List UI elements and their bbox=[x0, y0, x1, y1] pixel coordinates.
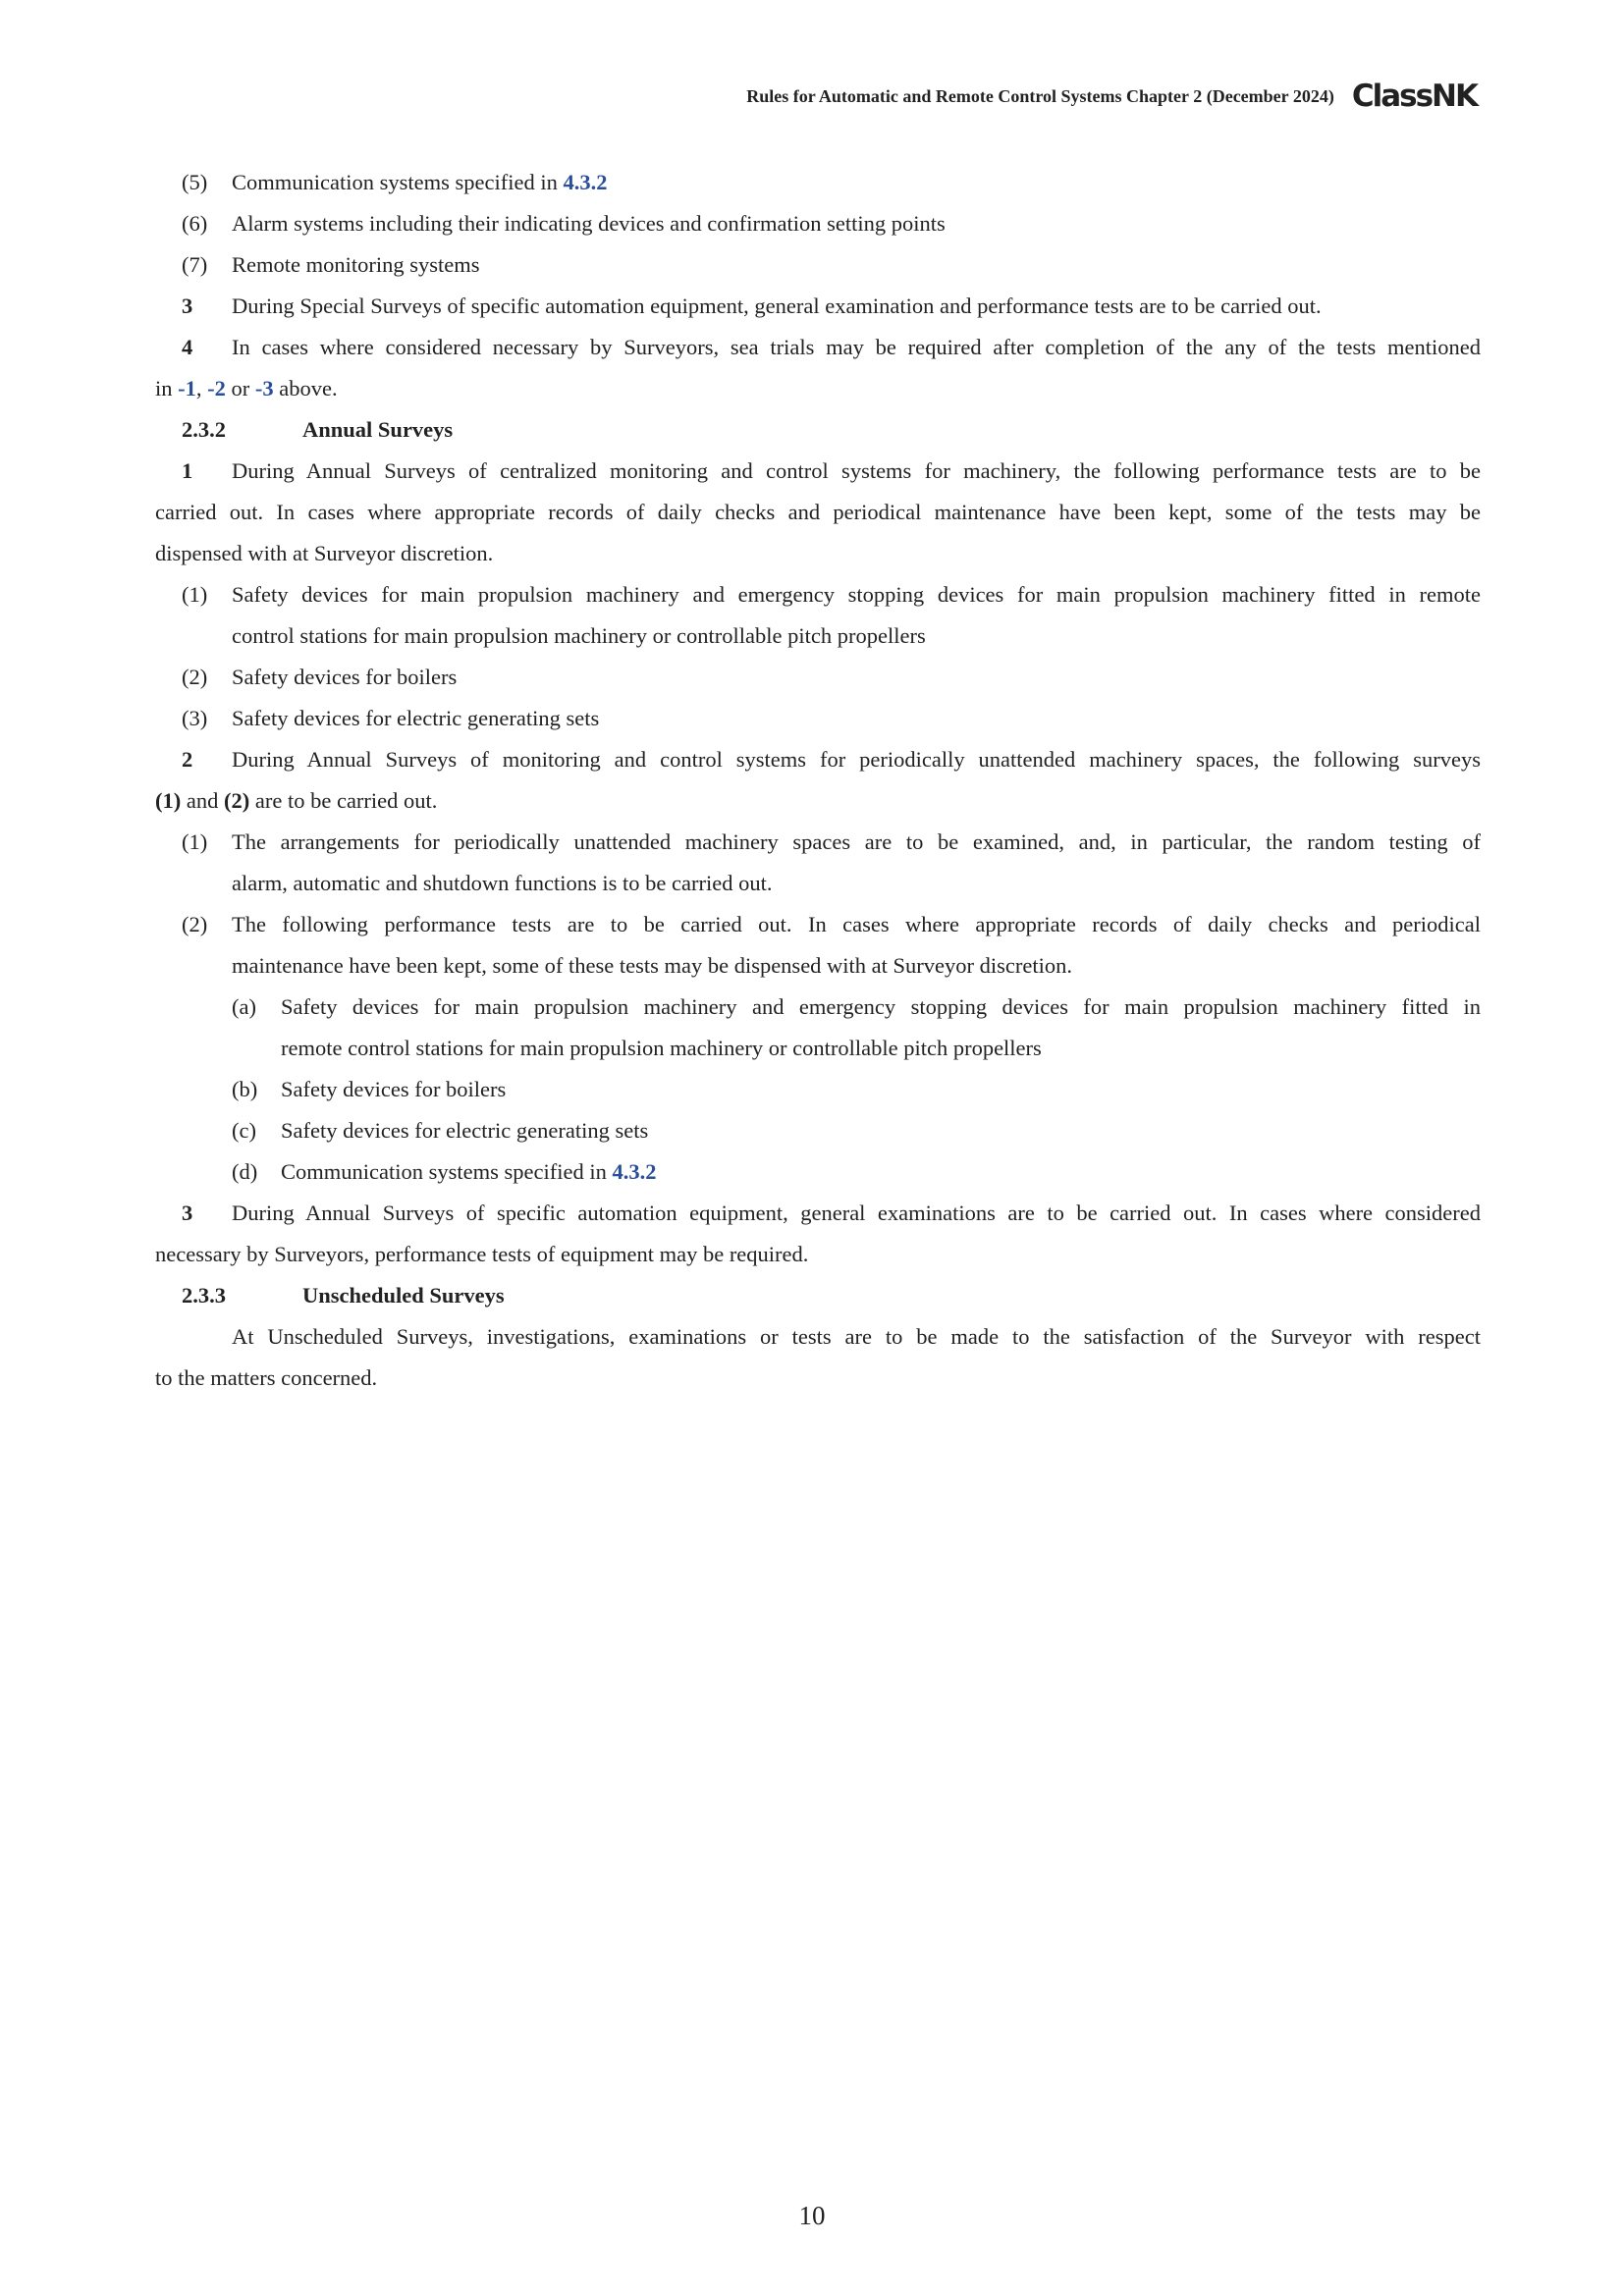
item-label: (c) bbox=[232, 1118, 256, 1143]
paragraph-text: At Unscheduled Surveys, investigations, examinations or tests are to be made to the satisfaction of the Surveyor with respect bbox=[232, 1324, 1481, 1349]
item-label: (b) bbox=[232, 1077, 258, 1101]
paragraph-4 bbox=[155, 327, 1481, 368]
paragraph-number: 2 bbox=[182, 747, 193, 772]
section-number: 2.3.2 bbox=[182, 417, 226, 442]
sub-list-item bbox=[155, 1069, 1481, 1110]
item-text: control stations for main propulsion machinery or controllable pitch propellers bbox=[232, 623, 926, 648]
paragraph-text: dispensed with at Surveyor discretion. bbox=[155, 541, 494, 565]
list-item bbox=[155, 574, 1481, 615]
item-text: Safety devices for electric generating sets bbox=[281, 1118, 649, 1143]
classnk-logo: ClassNK bbox=[1351, 79, 1477, 114]
page-number: 10 bbox=[798, 2201, 826, 2230]
paragraph-number: 4 bbox=[182, 335, 193, 359]
item-label: (1) bbox=[182, 582, 208, 607]
paragraph-number: 3 bbox=[182, 294, 193, 318]
cross-reference-link[interactable]: -2 bbox=[207, 376, 226, 400]
sub-list-item bbox=[155, 1151, 1481, 1193]
item-text: Communication systems specified in bbox=[232, 170, 564, 194]
sub-list-item bbox=[155, 1110, 1481, 1151]
item-label: (5) bbox=[182, 170, 208, 194]
item-text: The arrangements for periodically unattended machinery spaces are to be examined, and, in particular, the random testing of bbox=[232, 829, 1481, 854]
paragraph-3 bbox=[155, 286, 1481, 327]
item-text: Safety devices for boilers bbox=[281, 1077, 507, 1101]
cross-reference-link[interactable]: 4.3.2 bbox=[612, 1159, 657, 1184]
list-item bbox=[155, 244, 1481, 286]
paragraph-3-annual bbox=[155, 1193, 1481, 1234]
item-text: Safety devices for main propulsion machinery and emergency stopping devices for main propulsion machinery fitted in remote bbox=[232, 582, 1481, 607]
item-text: Alarm systems including their indicating devices and confirmation setting points bbox=[232, 211, 946, 236]
paragraph-1 bbox=[155, 451, 1481, 492]
item-label: (2) bbox=[182, 665, 208, 689]
paragraph-2 bbox=[155, 739, 1481, 780]
item-text: Safety devices for main propulsion machinery and emergency stopping devices for main propulsion machinery fitted in bbox=[281, 994, 1481, 1019]
paragraph-text-line bbox=[155, 492, 1481, 533]
item-text: Safety devices for boilers bbox=[232, 665, 458, 689]
list-item bbox=[155, 822, 1481, 863]
paragraph-text: to the matters concerned. bbox=[155, 1365, 378, 1390]
list-item bbox=[155, 698, 1481, 739]
document-body bbox=[155, 162, 1481, 1399]
list-item bbox=[155, 657, 1481, 698]
item-text: Communication systems specified in bbox=[281, 1159, 613, 1184]
paragraph-number: 1 bbox=[182, 458, 193, 483]
item-label: (6) bbox=[182, 211, 208, 236]
paragraph-text: are to be carried out. bbox=[249, 788, 438, 813]
list-item bbox=[155, 904, 1481, 945]
item-text: Remote monitoring systems bbox=[232, 252, 480, 277]
paragraph-text: During Annual Surveys of centralized monitoring and control systems for machinery, the following performance tests are to be bbox=[232, 458, 1481, 483]
item-label: (d) bbox=[232, 1159, 258, 1184]
paragraph-text-line bbox=[155, 1358, 1481, 1399]
sub-list-item bbox=[155, 987, 1481, 1028]
paragraph-text: above. bbox=[273, 376, 338, 400]
item-reference: (2) bbox=[224, 788, 250, 813]
item-text: maintenance have been kept, some of these tests may be dispensed with at Surveyor discretion. bbox=[232, 953, 1072, 978]
header-title: Rules for Automatic and Remote Control Systems Chapter 2 (December 2024) bbox=[746, 85, 1334, 106]
section-title: Annual Surveys bbox=[302, 417, 454, 442]
page-header bbox=[746, 77, 1477, 116]
paragraph-text: , bbox=[195, 376, 208, 400]
paragraph-text: In cases where considered necessary by Surveyors, sea trials may be required after completion of the any of the tests mentioned bbox=[232, 335, 1481, 359]
cross-reference-link[interactable]: -3 bbox=[254, 376, 274, 400]
item-text: Safety devices for electric generating sets bbox=[232, 706, 600, 730]
paragraph-text: in bbox=[155, 376, 179, 400]
item-label: (2) bbox=[182, 912, 208, 936]
list-item bbox=[155, 203, 1481, 244]
section-heading-2-3-3 bbox=[155, 1275, 1481, 1316]
cross-reference-link[interactable]: -1 bbox=[178, 376, 196, 400]
item-text: The following performance tests are to be carried out. In cases where appropriate records of daily checks and periodical bbox=[232, 912, 1481, 936]
item-label: (a) bbox=[232, 994, 256, 1019]
paragraph-text: During Annual Surveys of specific automation equipment, general examinations are to be carried out. In cases where considered bbox=[232, 1201, 1481, 1225]
paragraph-number: 3 bbox=[182, 1201, 193, 1225]
paragraph-2-continued bbox=[155, 780, 1481, 822]
paragraph-text: or bbox=[225, 376, 255, 400]
paragraph-4-continued bbox=[155, 368, 1481, 409]
unscheduled-paragraph bbox=[155, 1316, 1481, 1358]
item-text: remote control stations for main propulsion machinery or controllable pitch propellers bbox=[281, 1036, 1042, 1060]
item-text: alarm, automatic and shutdown functions is to be carried out. bbox=[232, 871, 773, 895]
list-item bbox=[155, 162, 1481, 203]
paragraph-text: carried out. In cases where appropriate records of daily checks and periodical maintenance have been kept, some of the tests may be bbox=[155, 500, 1481, 524]
cross-reference-link[interactable]: 4.3.2 bbox=[563, 170, 608, 194]
sub-list-item-continued bbox=[155, 1028, 1481, 1069]
paragraph-text: During Annual Surveys of monitoring and control systems for periodically unattended machinery spaces, the following surveys bbox=[232, 747, 1481, 772]
item-reference: (1) bbox=[155, 788, 182, 813]
paragraph-text: During Special Surveys of specific automation equipment, general examination and performance tests are to be carried out. bbox=[232, 294, 1322, 318]
paragraph-text-line bbox=[155, 1234, 1481, 1275]
section-number: 2.3.3 bbox=[182, 1283, 226, 1308]
section-title: Unscheduled Surveys bbox=[302, 1283, 505, 1308]
item-label: (3) bbox=[182, 706, 208, 730]
paragraph-text: necessary by Surveyors, performance tests of equipment may be required. bbox=[155, 1242, 809, 1266]
section-heading-2-3-2 bbox=[155, 409, 1481, 451]
list-item-continued bbox=[155, 615, 1481, 657]
paragraph-text: and bbox=[181, 788, 224, 813]
list-item-continued bbox=[155, 863, 1481, 904]
item-label: (7) bbox=[182, 252, 208, 277]
paragraph-text-line bbox=[155, 533, 1481, 574]
item-label: (1) bbox=[182, 829, 208, 854]
list-item-continued bbox=[155, 945, 1481, 987]
